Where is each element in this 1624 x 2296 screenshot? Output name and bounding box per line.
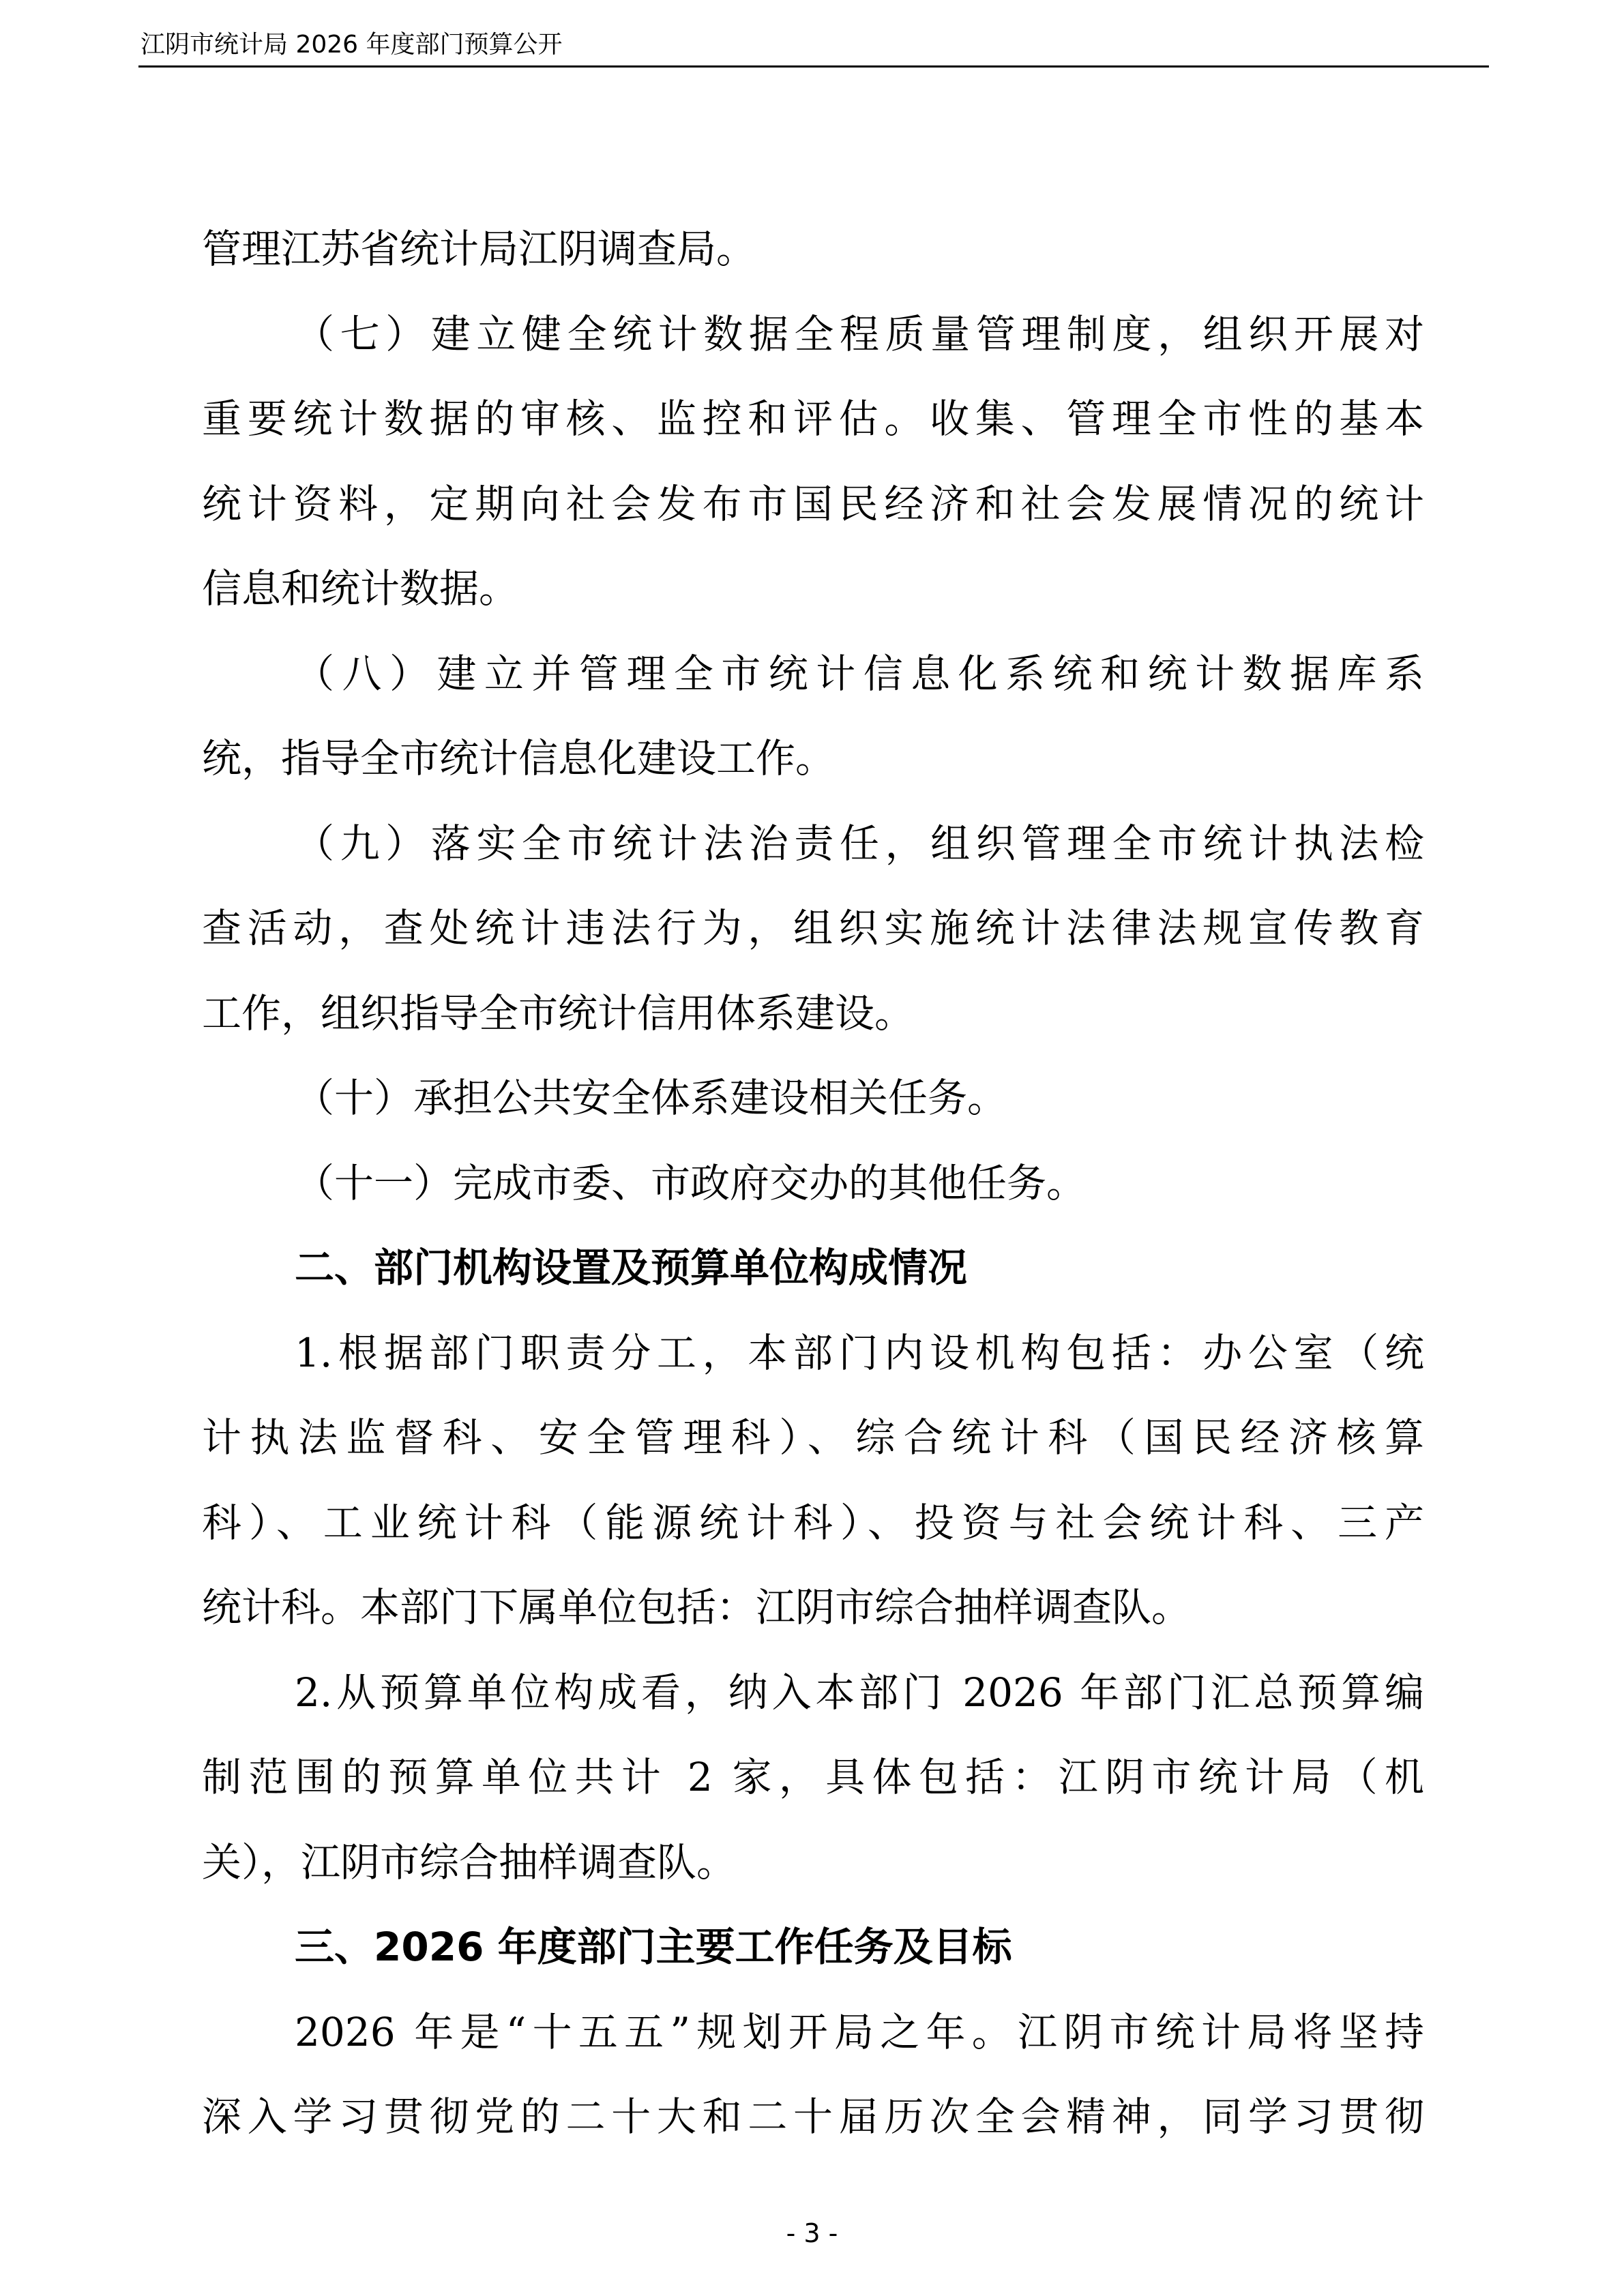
body-line: （九）落实全市统计法治责任，组织管理全市统计执法检 bbox=[295, 820, 1424, 867]
body-line: （七）建立健全统计数据全程质量管理制度，组织开展对 bbox=[295, 311, 1424, 357]
body-line: （十一）完成市委、市政府交办的其他任务。 bbox=[295, 1160, 1087, 1206]
body-line: 2.从预算单位构成看，纳入本部门 2026 年部门汇总预算编 bbox=[295, 1669, 1424, 1716]
body-line: 信息和统计数据。 bbox=[202, 565, 519, 612]
body-line: 查活动，查处统计违法行为，组织实施统计法律法规宣传教育 bbox=[202, 905, 1424, 951]
body-line: 统计资料，定期向社会发布市国民经济和社会发展情况的统计 bbox=[202, 481, 1424, 527]
body-line: （十）承担公共安全体系建设相关任务。 bbox=[295, 1075, 1007, 1121]
body-line: 2026 年是“十五五”规划开局之年。江阴市统计局将坚持 bbox=[295, 2009, 1424, 2055]
page-number: - 3 - bbox=[786, 2218, 838, 2248]
body-line: 科）、工业统计科（能源统计科）、投资与社会统计科、三产 bbox=[202, 1500, 1424, 1546]
body-line: 管理江苏省统计局江阴调查局。 bbox=[202, 226, 756, 272]
body-line: 工作，组织指导全市统计信用体系建设。 bbox=[202, 990, 915, 1037]
body-line: 统，指导全市统计信息化建设工作。 bbox=[202, 735, 836, 781]
body-line: 深入学习贯彻党的二十大和二十届历次全会精神，同学习贯彻 bbox=[202, 2093, 1424, 2140]
body-line: 计执法监督科、安全管理科）、综合统计科（国民经济核算 bbox=[202, 1414, 1424, 1461]
section-heading: 三、2026 年度部门主要工作任务及目标 bbox=[295, 1924, 1012, 1970]
body-line: 关），江阴市综合抽样调查队。 bbox=[202, 1839, 737, 1885]
body-line: 1.根据部门职责分工，本部门内设机构包括：办公室（统 bbox=[295, 1330, 1424, 1376]
body-line: 制范围的预算单位共计 2 家，具体包括：江阴市统计局（机 bbox=[202, 1754, 1424, 1800]
body-line: 重要统计数据的审核、监控和评估。收集、管理全市性的基本 bbox=[202, 396, 1424, 442]
body-line: 统计科。本部门下属单位包括：江阴市综合抽样调查队。 bbox=[202, 1584, 1192, 1630]
body-line: （八）建立并管理全市统计信息化系统和统计数据库系 bbox=[295, 651, 1424, 697]
header-title: 江阴市统计局 2026 年度部门预算公开 bbox=[141, 31, 563, 59]
section-heading: 二、部门机构设置及预算单位构成情况 bbox=[295, 1244, 968, 1291]
